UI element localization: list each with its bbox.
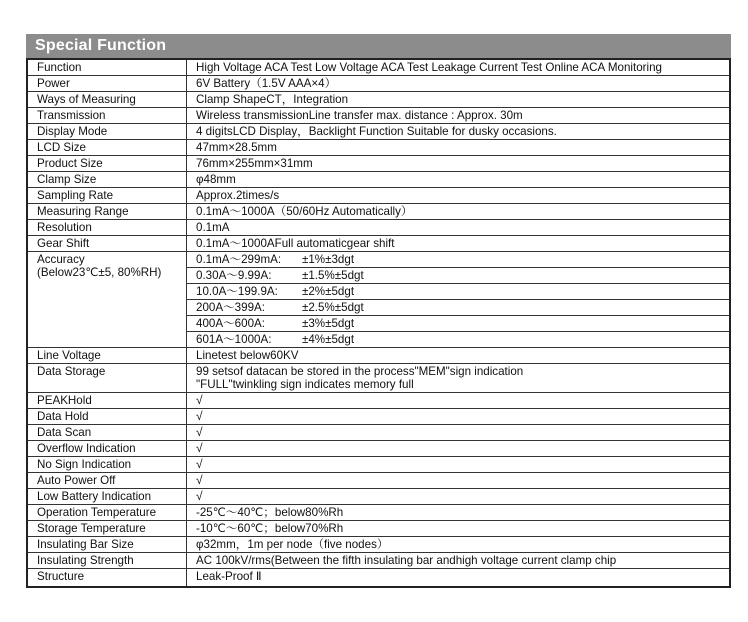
- row-label: Display Mode: [27, 124, 187, 140]
- table-row: [27, 424, 730, 440]
- accuracy-entry: [187, 268, 731, 284]
- table-row: [27, 440, 730, 456]
- row-label: Resolution: [27, 220, 187, 236]
- row-label: Overflow Indication: [27, 440, 187, 456]
- row-value: 0.1mA: [187, 220, 731, 236]
- table-row: [27, 172, 730, 188]
- accuracy-range: 0.30A～9.99A:: [196, 269, 272, 282]
- accuracy-value: ±1.5%±5dgt: [302, 269, 364, 282]
- row-value: [187, 364, 731, 393]
- row-label: Product Size: [27, 156, 187, 172]
- accuracy-entry: [187, 284, 731, 300]
- table-row: [27, 408, 730, 424]
- accuracy-entry: [187, 316, 731, 332]
- row-value: Linetest below60KV: [187, 348, 731, 364]
- row-value: Approx.2times/s: [187, 188, 731, 204]
- data-storage-line1: 99 setsof datacan be stored in the process"MEM"sign indication: [196, 365, 524, 378]
- row-label: Data Scan: [27, 424, 187, 440]
- row-label: Line Voltage: [27, 348, 187, 364]
- spec-table: [26, 58, 731, 588]
- row-label: Function: [27, 59, 187, 76]
- accuracy-value: ±2%±5dgt: [302, 285, 355, 298]
- table-row: [27, 552, 730, 568]
- row-label: Operation Temperature: [27, 504, 187, 520]
- accuracy-range: 0.1mA～299mA:: [196, 253, 282, 266]
- table-row: [27, 472, 730, 488]
- row-value: 0.1mA～1000AFull automaticgear shift: [187, 236, 731, 252]
- check-mark-icon: √: [187, 440, 731, 456]
- table-row: [27, 456, 730, 472]
- check-mark-icon: √: [187, 408, 731, 424]
- check-mark-icon: √: [187, 392, 731, 408]
- spec-title: Special Function: [26, 34, 731, 58]
- table-row: [27, 59, 730, 76]
- table-row: [27, 568, 730, 587]
- table-row: [27, 536, 730, 552]
- row-label: Gear Shift: [27, 236, 187, 252]
- row-label: Data Hold: [27, 408, 187, 424]
- row-label: PEAKHold: [27, 392, 187, 408]
- table-row: [27, 188, 730, 204]
- table-row: [27, 220, 730, 236]
- row-label: Structure: [27, 568, 187, 587]
- table-row: [27, 364, 730, 393]
- table-row: [27, 348, 730, 364]
- row-value: 6V Battery（1.5V AAA×4）: [187, 76, 731, 92]
- row-value: -25℃～40℃；below80%Rh: [187, 504, 731, 520]
- row-label: Transmission: [27, 108, 187, 124]
- row-label: Clamp Size: [27, 172, 187, 188]
- row-label: Insulating Strength: [27, 552, 187, 568]
- row-value: AC 100kV/rms(Between the fifth insulating bar andhigh voltage current clamp chip: [187, 552, 731, 568]
- row-label: Ways of Measuring: [27, 92, 187, 108]
- row-value: 0.1mA～1000A（50/60Hz Automatically）: [187, 204, 731, 220]
- row-value: 47mm×28.5mm: [187, 140, 731, 156]
- spec-sheet: [26, 34, 731, 588]
- table-row: [27, 204, 730, 220]
- check-mark-icon: √: [187, 488, 731, 504]
- row-label: Auto Power Off: [27, 472, 187, 488]
- table-row: [27, 92, 730, 108]
- row-value: Wireless transmissionLine transfer max. distance : Approx. 30m: [187, 108, 731, 124]
- accuracy-label-line2: (Below23℃±5, 80%RH): [37, 266, 162, 280]
- row-label: Sampling Rate: [27, 188, 187, 204]
- accuracy-value: ±1%±3dgt: [302, 253, 355, 266]
- row-label: No Sign Indication: [27, 456, 187, 472]
- row-label: LCD Size: [27, 140, 187, 156]
- row-value: High Voltage ACA Test Low Voltage ACA Test Leakage Current Test Online ACA Monitoring: [187, 59, 731, 76]
- accuracy-value: ±3%±5dgt: [302, 317, 355, 330]
- row-label: Measuring Range: [27, 204, 187, 220]
- row-label: Power: [27, 76, 187, 92]
- accuracy-range: 601A～1000A:: [196, 333, 272, 346]
- table-row: [27, 140, 730, 156]
- data-storage-line2: "FULL"twinkling sign indicates memory full: [196, 378, 414, 392]
- accuracy-entry: [187, 252, 731, 268]
- accuracy-row: [27, 252, 730, 268]
- accuracy-range: 10.0A～199.9A:: [196, 285, 278, 298]
- row-value: -10℃～60℃；below70%Rh: [187, 520, 731, 536]
- table-row: [27, 76, 730, 92]
- row-label: Insulating Bar Size: [27, 536, 187, 552]
- accuracy-value: ±4%±5dgt: [302, 333, 355, 346]
- row-value: Clamp ShapeCT，Integration: [187, 92, 731, 108]
- table-row: [27, 124, 730, 140]
- accuracy-entry: [187, 300, 731, 316]
- accuracy-range: 400A～600A:: [196, 317, 265, 330]
- row-value: Leak-Proof Ⅱ: [187, 568, 731, 587]
- row-label: Low Battery Indication: [27, 488, 187, 504]
- accuracy-value: ±2.5%±5dgt: [302, 301, 364, 314]
- table-row: [27, 504, 730, 520]
- accuracy-entry: [187, 332, 731, 348]
- check-mark-icon: √: [187, 456, 731, 472]
- accuracy-range: 200A～399A:: [196, 301, 265, 314]
- check-mark-icon: √: [187, 424, 731, 440]
- row-value: 76mm×255mm×31mm: [187, 156, 731, 172]
- accuracy-label-line1: Accuracy: [37, 253, 85, 266]
- row-value: φ32mm，1m per node（five nodes）: [187, 536, 731, 552]
- table-row: [27, 236, 730, 252]
- accuracy-label: [27, 252, 187, 348]
- table-row: [27, 488, 730, 504]
- table-row: [27, 520, 730, 536]
- table-row: [27, 108, 730, 124]
- row-label: Data Storage: [27, 364, 187, 393]
- table-row: [27, 392, 730, 408]
- row-value: 4 digitsLCD Display，Backlight Function Suitable for dusky occasions.: [187, 124, 731, 140]
- check-mark-icon: √: [187, 472, 731, 488]
- row-value: φ48mm: [187, 172, 731, 188]
- table-row: [27, 156, 730, 172]
- row-label: Storage Temperature: [27, 520, 187, 536]
